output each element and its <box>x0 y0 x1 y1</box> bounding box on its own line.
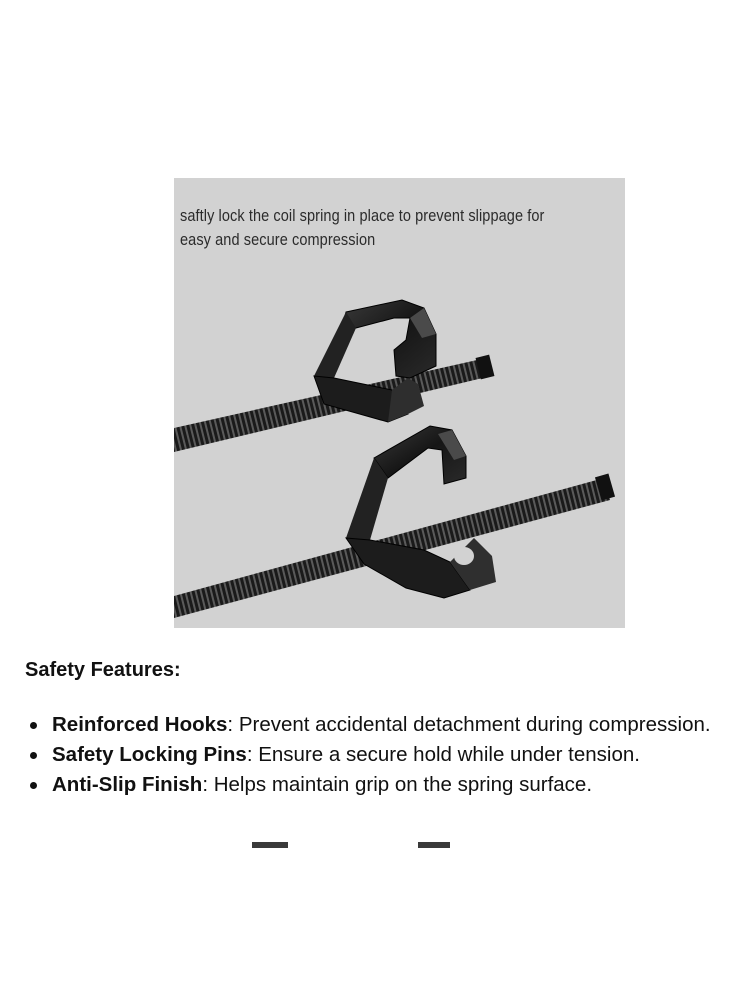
upper-hook <box>314 300 436 422</box>
bullet-icon <box>30 782 37 789</box>
safety-features-section <box>25 656 715 800</box>
lower-hook <box>346 426 496 598</box>
bullet-icon <box>30 722 37 729</box>
feature-list <box>25 710 715 799</box>
feature-name: Safety Locking Pins <box>52 743 247 766</box>
list-item <box>25 770 715 799</box>
list-item <box>25 740 715 769</box>
feature-text: : Ensure a secure hold while under tension. <box>246 743 640 766</box>
features-title: Safety Features: <box>25 659 181 681</box>
partial-image-edge <box>418 842 450 848</box>
partial-image-edge <box>252 842 288 848</box>
product-image <box>174 178 625 628</box>
feature-name: Reinforced Hooks <box>52 713 228 736</box>
feature-text: : Helps maintain grip on the spring surface. <box>202 773 593 796</box>
feature-name: Anti-Slip Finish <box>52 773 203 796</box>
feature-text: : Prevent accidental detachment during compression. <box>227 713 711 736</box>
image-caption: saftly lock the coil spring in place to prevent slippage for easy and secure compression <box>180 207 545 249</box>
bullet-icon <box>30 752 37 759</box>
list-item <box>25 710 715 739</box>
